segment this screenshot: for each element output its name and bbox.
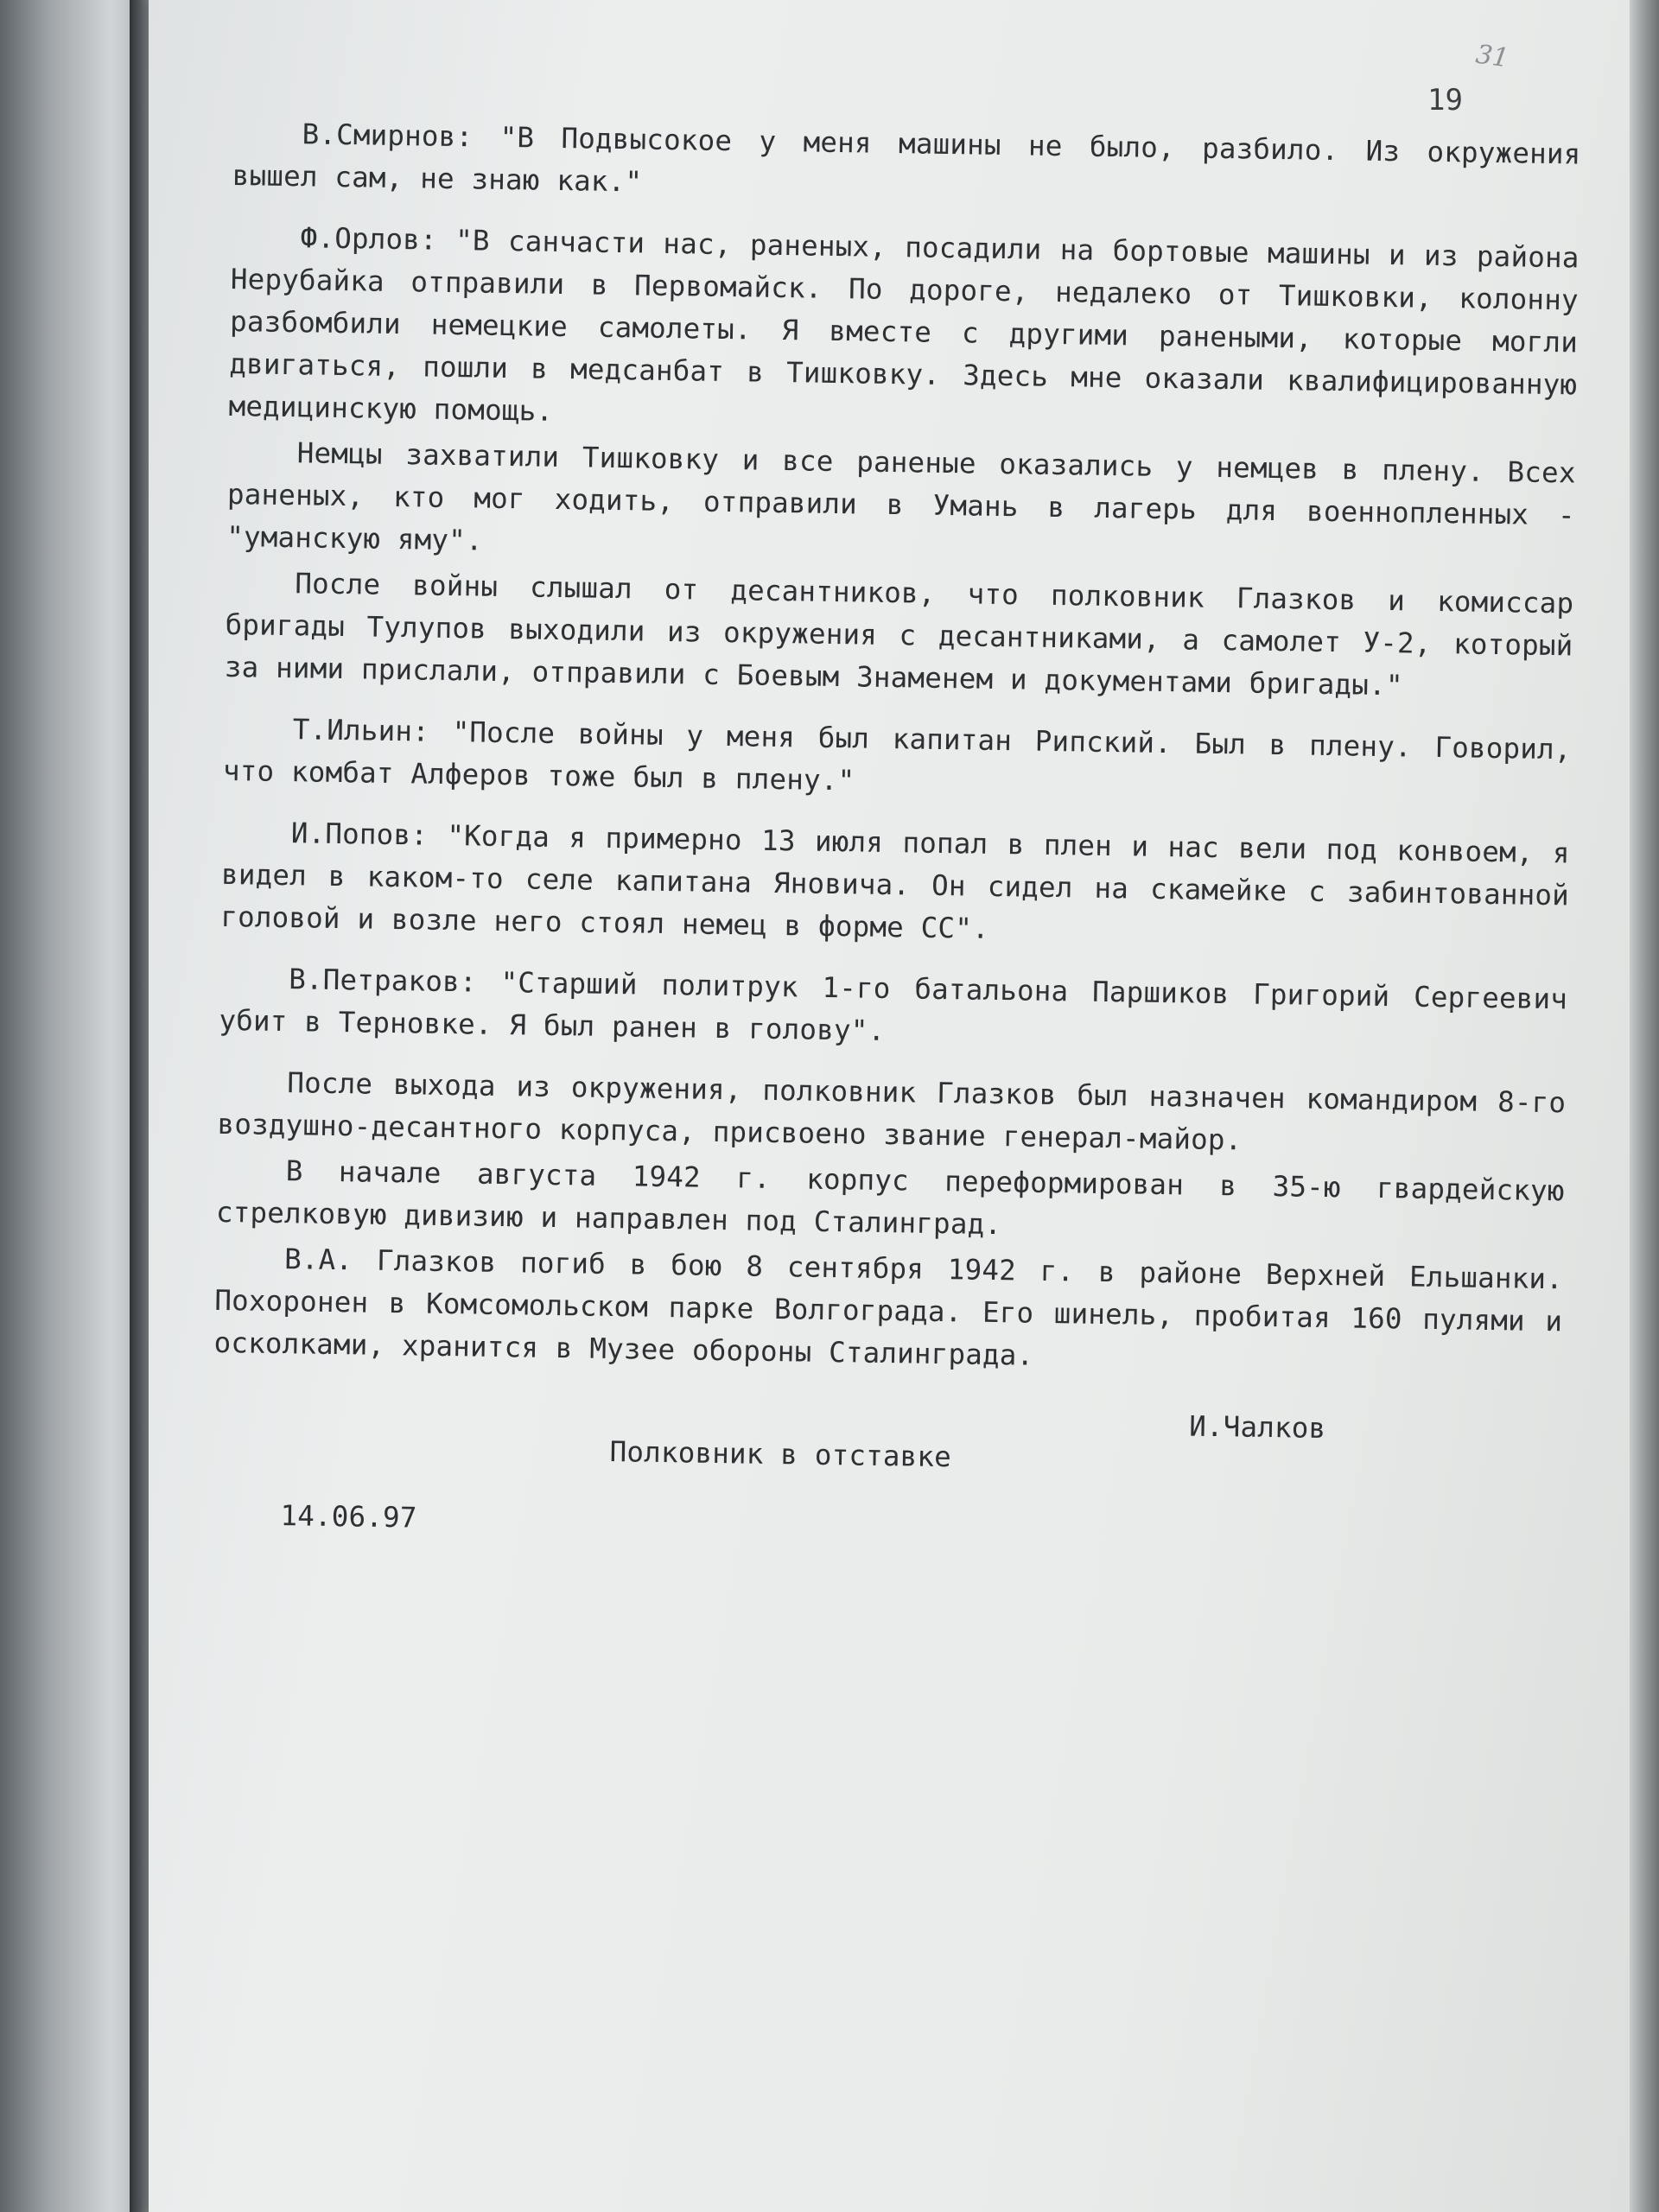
stacked-pages-edge [1630,0,1659,2212]
paragraph-captivity: Немцы захватили Тишковку и все раненые оказались у немцев в плену. Всех раненых, кто мог ходить, отправили в Умань в лагерь для военнопленных - "уманскую яму". [226,436,1576,557]
paragraph-glazkov-appointment: После выхода из окружения, полковник Глазков был назначен командиром 8-го воздушно-десантного корпуса, присвоено звание генерал-майор. [217,1066,1567,1157]
paragraph-popov: И.Попов: "Когда я примерно 13 июля попал в плен и нас вели под конвоем, я видел в каком-то селе капитана Яновича. Он сидел на скамейке с забинтованной головой и возле него стоял немец в форме СС". [220,817,1571,945]
paragraph-after-war: После войны слышал от десантников, что полковник Глазков и комиссар бригады Тулупов выходили из окружения с десантниками, а самолет У-2, который за ними прислали, отправили с Боевым Знаменем и документами бригады." [224,567,1574,702]
left-facing-page [0,0,138,2212]
paragraph-glazkov-death: В.А. Глазков погиб в бою 8 сентября 1942 г. в районе Верхней Ельшанки. Похоронен в Комсомольском парке Волгограда. Его шинель, пробитая 160 пулями и осколками, хранится в Музее обороны Сталинграда. [213,1243,1564,1372]
typed-text-body [211,112,1580,1541]
signature-rank: Полковник в отставке [609,1435,952,1474]
document-date: 14.06.97 [280,1499,417,1535]
paragraph-orlov: Ф.Орлов: "В санчасти нас, раненых, посадили на бортовые машины и из района Нерубайка отправили в Первомайск. По дороге, недалеко от Тишковки, колонну разбомбили немецкие самолеты. Я вместе с другими ранеными, которые могли двигаться, пошли в медсанбат в Тишковку. Здесь мне оказали квалифицированную медицинскую помощь. [228,221,1580,428]
page-number: 19 [1427,83,1463,118]
signature-block [211,1390,1560,1541]
paragraph-petrakov: В.Петраков: "Старший политрук 1-го батальона Паршиков Григорий Сергеевич убит в Терновке. Я был ранен в голову". [219,963,1568,1047]
signature-name: И.Чалков [1188,1409,1326,1446]
paragraph-smirnov: В.Смирнов: "В Подвысокое у меня машины не было, разбило. Из окружения вышел сам, не знаю как." [232,118,1581,199]
paragraph-ilyin: Т.Ильин: "После войны у меня был капитан Рипский. Был в плену. Говорил, что комбат Алферов тоже был в плену." [222,713,1572,798]
archive-page-number: 31 [1473,39,1511,74]
paragraph-reformation: В начале августа 1942 г. корпус переформирован в 35-ю гвардейскую стрелковую дивизию и направлен под Сталинград. [215,1154,1565,1242]
